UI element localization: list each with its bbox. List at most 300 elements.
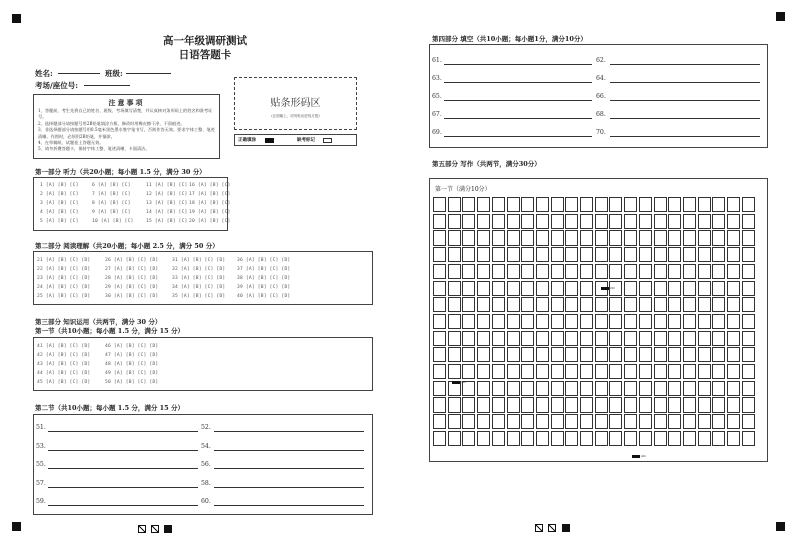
writing-cell[interactable]	[448, 314, 461, 329]
writing-cell[interactable]	[595, 364, 608, 379]
writing-cell[interactable]	[492, 347, 505, 362]
writing-cell[interactable]	[477, 281, 490, 296]
writing-cell[interactable]	[698, 381, 711, 396]
writing-cell[interactable]	[712, 197, 725, 212]
writing-cell[interactable]	[551, 264, 564, 279]
option-row[interactable]: 21 [A] [B] [C] [D]	[37, 258, 91, 263]
option-row[interactable]: 3 [A] [B] [C]	[40, 201, 79, 206]
writing-cell[interactable]	[683, 431, 696, 446]
writing-cell[interactable]	[536, 414, 549, 429]
option-row[interactable]: 50 [A] [B] [C] [D]	[105, 380, 159, 385]
writing-cell[interactable]	[727, 414, 740, 429]
writing-cell[interactable]	[580, 331, 593, 346]
writing-cell[interactable]	[668, 297, 681, 312]
writing-cell[interactable]	[624, 397, 637, 412]
writing-cell[interactable]	[624, 281, 637, 296]
blank-line[interactable]	[444, 82, 592, 83]
writing-cell[interactable]	[551, 414, 564, 429]
writing-cell[interactable]	[668, 347, 681, 362]
writing-cell[interactable]	[698, 431, 711, 446]
writing-cell[interactable]	[507, 297, 520, 312]
writing-cell[interactable]	[727, 347, 740, 362]
writing-cell[interactable]	[565, 381, 578, 396]
writing-cell[interactable]	[551, 214, 564, 229]
name-field[interactable]	[58, 73, 100, 74]
writing-cell[interactable]	[477, 414, 490, 429]
writing-cell[interactable]	[448, 264, 461, 279]
writing-cell[interactable]	[462, 397, 475, 412]
writing-cell[interactable]	[712, 297, 725, 312]
blank-line[interactable]	[610, 118, 760, 119]
writing-cell[interactable]	[683, 264, 696, 279]
writing-cell[interactable]	[448, 364, 461, 379]
writing-cell[interactable]	[698, 230, 711, 245]
writing-cell[interactable]	[727, 264, 740, 279]
writing-cell[interactable]	[698, 214, 711, 229]
blank-line[interactable]	[444, 118, 592, 119]
blank-line[interactable]	[214, 431, 364, 432]
writing-cell[interactable]	[492, 381, 505, 396]
writing-cell[interactable]	[595, 297, 608, 312]
writing-cell[interactable]	[742, 214, 755, 229]
writing-cell[interactable]	[742, 281, 755, 296]
writing-cell[interactable]	[712, 214, 725, 229]
option-row[interactable]: 32 [A] [B] [C] [D]	[172, 267, 226, 272]
option-row[interactable]: 26 [A] [B] [C] [D]	[105, 258, 159, 263]
writing-cell[interactable]	[727, 431, 740, 446]
option-row[interactable]: 28 [A] [B] [C] [D]	[105, 276, 159, 281]
writing-cell[interactable]	[609, 197, 622, 212]
writing-cell[interactable]	[448, 414, 461, 429]
writing-cell[interactable]	[624, 364, 637, 379]
writing-cell[interactable]	[536, 397, 549, 412]
option-row[interactable]: 16 [A] [B] [C]	[189, 183, 231, 188]
writing-cell[interactable]	[462, 297, 475, 312]
writing-cell[interactable]	[668, 314, 681, 329]
writing-cell[interactable]	[683, 281, 696, 296]
writing-cell[interactable]	[477, 331, 490, 346]
writing-cell[interactable]	[565, 230, 578, 245]
writing-cell[interactable]	[521, 381, 534, 396]
option-row[interactable]: 18 [A] [B] [C]	[189, 201, 231, 206]
writing-cell[interactable]	[521, 264, 534, 279]
writing-cell[interactable]	[448, 214, 461, 229]
writing-cell[interactable]	[683, 214, 696, 229]
writing-cell[interactable]	[565, 264, 578, 279]
writing-cell[interactable]	[492, 364, 505, 379]
writing-cell[interactable]	[698, 281, 711, 296]
blank-line[interactable]	[48, 450, 198, 451]
option-row[interactable]: 13 [A] [B] [C]	[146, 201, 188, 206]
option-row[interactable]: 5 [A] [B] [C]	[40, 219, 79, 224]
writing-cell[interactable]	[609, 431, 622, 446]
option-row[interactable]: 49 [A] [B] [C] [D]	[105, 371, 159, 376]
writing-cell[interactable]	[507, 230, 520, 245]
blank-line[interactable]	[214, 450, 364, 451]
option-row[interactable]: 11 [A] [B] [C]	[146, 183, 188, 188]
writing-cell[interactable]	[565, 347, 578, 362]
writing-cell[interactable]	[507, 264, 520, 279]
writing-cell[interactable]	[551, 281, 564, 296]
option-row[interactable]: 2 [A] [B] [C]	[40, 192, 79, 197]
writing-cell[interactable]	[448, 230, 461, 245]
writing-cell[interactable]	[462, 230, 475, 245]
writing-cell[interactable]	[742, 431, 755, 446]
option-row[interactable]: 19 [A] [B] [C]	[189, 210, 231, 215]
writing-cell[interactable]	[507, 214, 520, 229]
writing-cell[interactable]	[477, 364, 490, 379]
writing-cell[interactable]	[668, 197, 681, 212]
writing-cell[interactable]	[654, 214, 667, 229]
option-row[interactable]: 6 [A] [B] [C]	[92, 183, 131, 188]
writing-cell[interactable]	[580, 264, 593, 279]
writing-cell[interactable]	[580, 230, 593, 245]
blank-line[interactable]	[48, 505, 198, 506]
writing-cell[interactable]	[654, 431, 667, 446]
writing-cell[interactable]	[609, 414, 622, 429]
writing-cell[interactable]	[551, 247, 564, 262]
option-row[interactable]: 43 [A] [B] [C] [D]	[37, 362, 91, 367]
writing-cell[interactable]	[433, 364, 446, 379]
writing-cell[interactable]	[624, 314, 637, 329]
writing-cell[interactable]	[698, 331, 711, 346]
writing-cell[interactable]	[536, 197, 549, 212]
writing-cell[interactable]	[551, 331, 564, 346]
writing-cell[interactable]	[565, 214, 578, 229]
option-row[interactable]: 25 [A] [B] [C] [D]	[37, 294, 91, 299]
writing-cell[interactable]	[712, 247, 725, 262]
writing-cell[interactable]	[448, 297, 461, 312]
blank-line[interactable]	[214, 468, 364, 469]
writing-cell[interactable]	[477, 397, 490, 412]
writing-cell[interactable]	[521, 281, 534, 296]
writing-cell[interactable]	[595, 397, 608, 412]
writing-cell[interactable]	[668, 364, 681, 379]
writing-cell[interactable]	[580, 247, 593, 262]
writing-cell[interactable]	[727, 314, 740, 329]
writing-cell[interactable]	[507, 314, 520, 329]
writing-cell[interactable]	[551, 197, 564, 212]
writing-cell[interactable]	[727, 197, 740, 212]
writing-cell[interactable]	[654, 414, 667, 429]
writing-cell[interactable]	[639, 314, 652, 329]
option-row[interactable]: 38 [A] [B] [C] [D]	[237, 276, 291, 281]
writing-cell[interactable]	[580, 214, 593, 229]
writing-cell[interactable]	[639, 414, 652, 429]
blank-line[interactable]	[610, 136, 760, 137]
writing-cell[interactable]	[654, 230, 667, 245]
writing-cell[interactable]	[462, 431, 475, 446]
writing-cell[interactable]	[448, 347, 461, 362]
writing-cell[interactable]	[521, 414, 534, 429]
option-row[interactable]: 42 [A] [B] [C] [D]	[37, 353, 91, 358]
writing-cell[interactable]	[742, 381, 755, 396]
writing-cell[interactable]	[462, 264, 475, 279]
writing-cell[interactable]	[624, 381, 637, 396]
writing-cell[interactable]	[624, 264, 637, 279]
writing-cell[interactable]	[654, 197, 667, 212]
writing-cell[interactable]	[551, 397, 564, 412]
writing-cell[interactable]	[448, 247, 461, 262]
writing-cell[interactable]	[462, 364, 475, 379]
writing-cell[interactable]	[683, 331, 696, 346]
legend-missing-box[interactable]	[323, 138, 332, 143]
writing-cell[interactable]	[433, 197, 446, 212]
writing-cell[interactable]	[536, 297, 549, 312]
option-row[interactable]: 10 [A] [B] [C]	[92, 219, 134, 224]
writing-cell[interactable]	[507, 331, 520, 346]
writing-cell[interactable]	[712, 331, 725, 346]
writing-cell[interactable]	[433, 247, 446, 262]
writing-cell[interactable]	[521, 431, 534, 446]
option-row[interactable]: 29 [A] [B] [C] [D]	[105, 285, 159, 290]
class-field[interactable]	[126, 73, 171, 74]
option-row[interactable]: 1 [A] [B] [C]	[40, 183, 79, 188]
writing-cell[interactable]	[727, 281, 740, 296]
option-row[interactable]: 36 [A] [B] [C] [D]	[237, 258, 291, 263]
writing-cell[interactable]	[639, 214, 652, 229]
option-row[interactable]: 44 [A] [B] [C] [D]	[37, 371, 91, 376]
option-row[interactable]: 40 [A] [B] [C] [D]	[237, 294, 291, 299]
writing-cell[interactable]	[639, 431, 652, 446]
writing-cell[interactable]	[742, 397, 755, 412]
writing-cell[interactable]	[580, 347, 593, 362]
writing-cell[interactable]	[698, 314, 711, 329]
writing-cell[interactable]	[595, 230, 608, 245]
option-row[interactable]: 12 [A] [B] [C]	[146, 192, 188, 197]
writing-cell[interactable]	[624, 414, 637, 429]
writing-cell[interactable]	[742, 331, 755, 346]
writing-cell[interactable]	[462, 247, 475, 262]
writing-cell[interactable]	[477, 214, 490, 229]
writing-cell[interactable]	[507, 281, 520, 296]
option-row[interactable]: 23 [A] [B] [C] [D]	[37, 276, 91, 281]
writing-cell[interactable]	[639, 281, 652, 296]
writing-cell[interactable]	[433, 314, 446, 329]
option-row[interactable]: 15 [A] [B] [C]	[146, 219, 188, 224]
writing-cell[interactable]	[654, 247, 667, 262]
writing-cell[interactable]	[536, 364, 549, 379]
writing-cell[interactable]	[624, 197, 637, 212]
writing-cell[interactable]	[580, 314, 593, 329]
writing-cell[interactable]	[742, 414, 755, 429]
writing-cell[interactable]	[609, 247, 622, 262]
writing-cell[interactable]	[492, 230, 505, 245]
writing-cell[interactable]	[565, 431, 578, 446]
writing-cell[interactable]	[698, 364, 711, 379]
writing-cell[interactable]	[654, 381, 667, 396]
writing-cell[interactable]	[668, 331, 681, 346]
writing-cell[interactable]	[668, 247, 681, 262]
writing-cell[interactable]	[521, 331, 534, 346]
writing-cell[interactable]	[565, 414, 578, 429]
writing-cell[interactable]	[727, 397, 740, 412]
writing-cell[interactable]	[683, 347, 696, 362]
writing-cell[interactable]	[565, 331, 578, 346]
writing-cell[interactable]	[565, 197, 578, 212]
writing-cell[interactable]	[683, 314, 696, 329]
writing-cell[interactable]	[624, 230, 637, 245]
writing-cell[interactable]	[683, 230, 696, 245]
option-row[interactable]: 22 [A] [B] [C] [D]	[37, 267, 91, 272]
writing-cell[interactable]	[639, 397, 652, 412]
blank-line[interactable]	[610, 100, 760, 101]
writing-cell[interactable]	[683, 364, 696, 379]
writing-cell[interactable]	[727, 331, 740, 346]
writing-cell[interactable]	[551, 431, 564, 446]
writing-cell[interactable]	[595, 264, 608, 279]
option-row[interactable]: 39 [A] [B] [C] [D]	[237, 285, 291, 290]
option-row[interactable]: 24 [A] [B] [C] [D]	[37, 285, 91, 290]
writing-cell[interactable]	[683, 414, 696, 429]
option-row[interactable]: 33 [A] [B] [C] [D]	[172, 276, 226, 281]
writing-cell[interactable]	[507, 247, 520, 262]
writing-cell[interactable]	[712, 397, 725, 412]
writing-cell[interactable]	[507, 397, 520, 412]
writing-cell[interactable]	[521, 347, 534, 362]
writing-cell[interactable]	[507, 364, 520, 379]
writing-cell[interactable]	[477, 230, 490, 245]
option-row[interactable]: 34 [A] [B] [C] [D]	[172, 285, 226, 290]
writing-cell[interactable]	[683, 197, 696, 212]
writing-cell[interactable]	[433, 431, 446, 446]
writing-cell[interactable]	[639, 197, 652, 212]
writing-cell[interactable]	[668, 281, 681, 296]
writing-cell[interactable]	[742, 314, 755, 329]
writing-cell[interactable]	[595, 314, 608, 329]
writing-cell[interactable]	[698, 414, 711, 429]
writing-cell[interactable]	[639, 331, 652, 346]
writing-cell[interactable]	[492, 297, 505, 312]
writing-cell[interactable]	[521, 314, 534, 329]
option-row[interactable]: 30 [A] [B] [C] [D]	[105, 294, 159, 299]
writing-cell[interactable]	[698, 197, 711, 212]
writing-cell[interactable]	[624, 247, 637, 262]
blank-line[interactable]	[444, 100, 592, 101]
option-row[interactable]: 45 [A] [B] [C] [D]	[37, 380, 91, 385]
writing-cell[interactable]	[609, 314, 622, 329]
option-row[interactable]: 14 [A] [B] [C]	[146, 210, 188, 215]
writing-cell[interactable]	[507, 197, 520, 212]
writing-cell[interactable]	[492, 431, 505, 446]
writing-cell[interactable]	[742, 364, 755, 379]
writing-cell[interactable]	[639, 264, 652, 279]
option-row[interactable]: 37 [A] [B] [C] [D]	[237, 267, 291, 272]
writing-cell[interactable]	[536, 381, 549, 396]
writing-cell[interactable]	[492, 214, 505, 229]
writing-cell[interactable]	[698, 247, 711, 262]
writing-cell[interactable]	[507, 381, 520, 396]
writing-cell[interactable]	[595, 247, 608, 262]
writing-cell[interactable]	[580, 431, 593, 446]
writing-cell[interactable]	[580, 197, 593, 212]
writing-cell[interactable]	[551, 364, 564, 379]
writing-cell[interactable]	[580, 397, 593, 412]
writing-cell[interactable]	[668, 214, 681, 229]
writing-cell[interactable]	[712, 230, 725, 245]
option-row[interactable]: 35 [A] [B] [C] [D]	[172, 294, 226, 299]
option-row[interactable]: 20 [A] [B] [C]	[189, 219, 231, 224]
writing-cell[interactable]	[565, 297, 578, 312]
writing-cell[interactable]	[624, 347, 637, 362]
writing-cell[interactable]	[521, 397, 534, 412]
writing-cell[interactable]	[683, 247, 696, 262]
blank-line[interactable]	[214, 505, 364, 506]
writing-cell[interactable]	[536, 214, 549, 229]
writing-cell[interactable]	[609, 214, 622, 229]
writing-cell[interactable]	[551, 297, 564, 312]
writing-cell[interactable]	[654, 364, 667, 379]
writing-cell[interactable]	[492, 314, 505, 329]
writing-cell[interactable]	[639, 364, 652, 379]
writing-cell[interactable]	[668, 431, 681, 446]
writing-cell[interactable]	[433, 281, 446, 296]
writing-cell[interactable]	[727, 297, 740, 312]
writing-cell[interactable]	[536, 331, 549, 346]
writing-cell[interactable]	[477, 381, 490, 396]
writing-cell[interactable]	[698, 347, 711, 362]
writing-cell[interactable]	[609, 297, 622, 312]
writing-cell[interactable]	[668, 230, 681, 245]
writing-cell[interactable]	[624, 297, 637, 312]
writing-cell[interactable]	[683, 381, 696, 396]
writing-cell[interactable]	[712, 314, 725, 329]
writing-cell[interactable]	[477, 314, 490, 329]
writing-cell[interactable]	[462, 347, 475, 362]
writing-cell[interactable]	[433, 414, 446, 429]
writing-cell[interactable]	[580, 364, 593, 379]
writing-cell[interactable]	[595, 214, 608, 229]
writing-cell[interactable]	[536, 347, 549, 362]
writing-cell[interactable]	[536, 230, 549, 245]
writing-cell[interactable]	[742, 297, 755, 312]
writing-cell[interactable]	[742, 347, 755, 362]
writing-cell[interactable]	[654, 397, 667, 412]
option-row[interactable]: 48 [A] [B] [C] [D]	[105, 362, 159, 367]
writing-cell[interactable]	[580, 414, 593, 429]
writing-cell[interactable]	[624, 331, 637, 346]
writing-cell[interactable]	[609, 230, 622, 245]
writing-cell[interactable]	[595, 331, 608, 346]
writing-cell[interactable]	[448, 397, 461, 412]
writing-cell[interactable]	[595, 414, 608, 429]
writing-cell[interactable]	[507, 414, 520, 429]
writing-cell[interactable]	[462, 414, 475, 429]
writing-cell[interactable]	[668, 381, 681, 396]
writing-cell[interactable]	[521, 247, 534, 262]
writing-cell[interactable]	[477, 197, 490, 212]
writing-cell[interactable]	[727, 247, 740, 262]
writing-cell[interactable]	[536, 314, 549, 329]
writing-cell[interactable]	[551, 230, 564, 245]
option-row[interactable]: 7 [A] [B] [C]	[92, 192, 131, 197]
option-row[interactable]: 46 [A] [B] [C] [D]	[105, 344, 159, 349]
blank-line[interactable]	[444, 136, 592, 137]
writing-cell[interactable]	[683, 397, 696, 412]
writing-cell[interactable]	[492, 197, 505, 212]
writing-cell[interactable]	[668, 264, 681, 279]
writing-cell[interactable]	[433, 331, 446, 346]
blank-line[interactable]	[48, 468, 198, 469]
writing-cell[interactable]	[536, 431, 549, 446]
writing-cell[interactable]	[712, 381, 725, 396]
writing-cell[interactable]	[698, 297, 711, 312]
writing-cell[interactable]	[448, 331, 461, 346]
writing-cell[interactable]	[609, 264, 622, 279]
writing-cell[interactable]	[727, 364, 740, 379]
writing-cell[interactable]	[448, 197, 461, 212]
option-row[interactable]: 47 [A] [B] [C] [D]	[105, 353, 159, 358]
